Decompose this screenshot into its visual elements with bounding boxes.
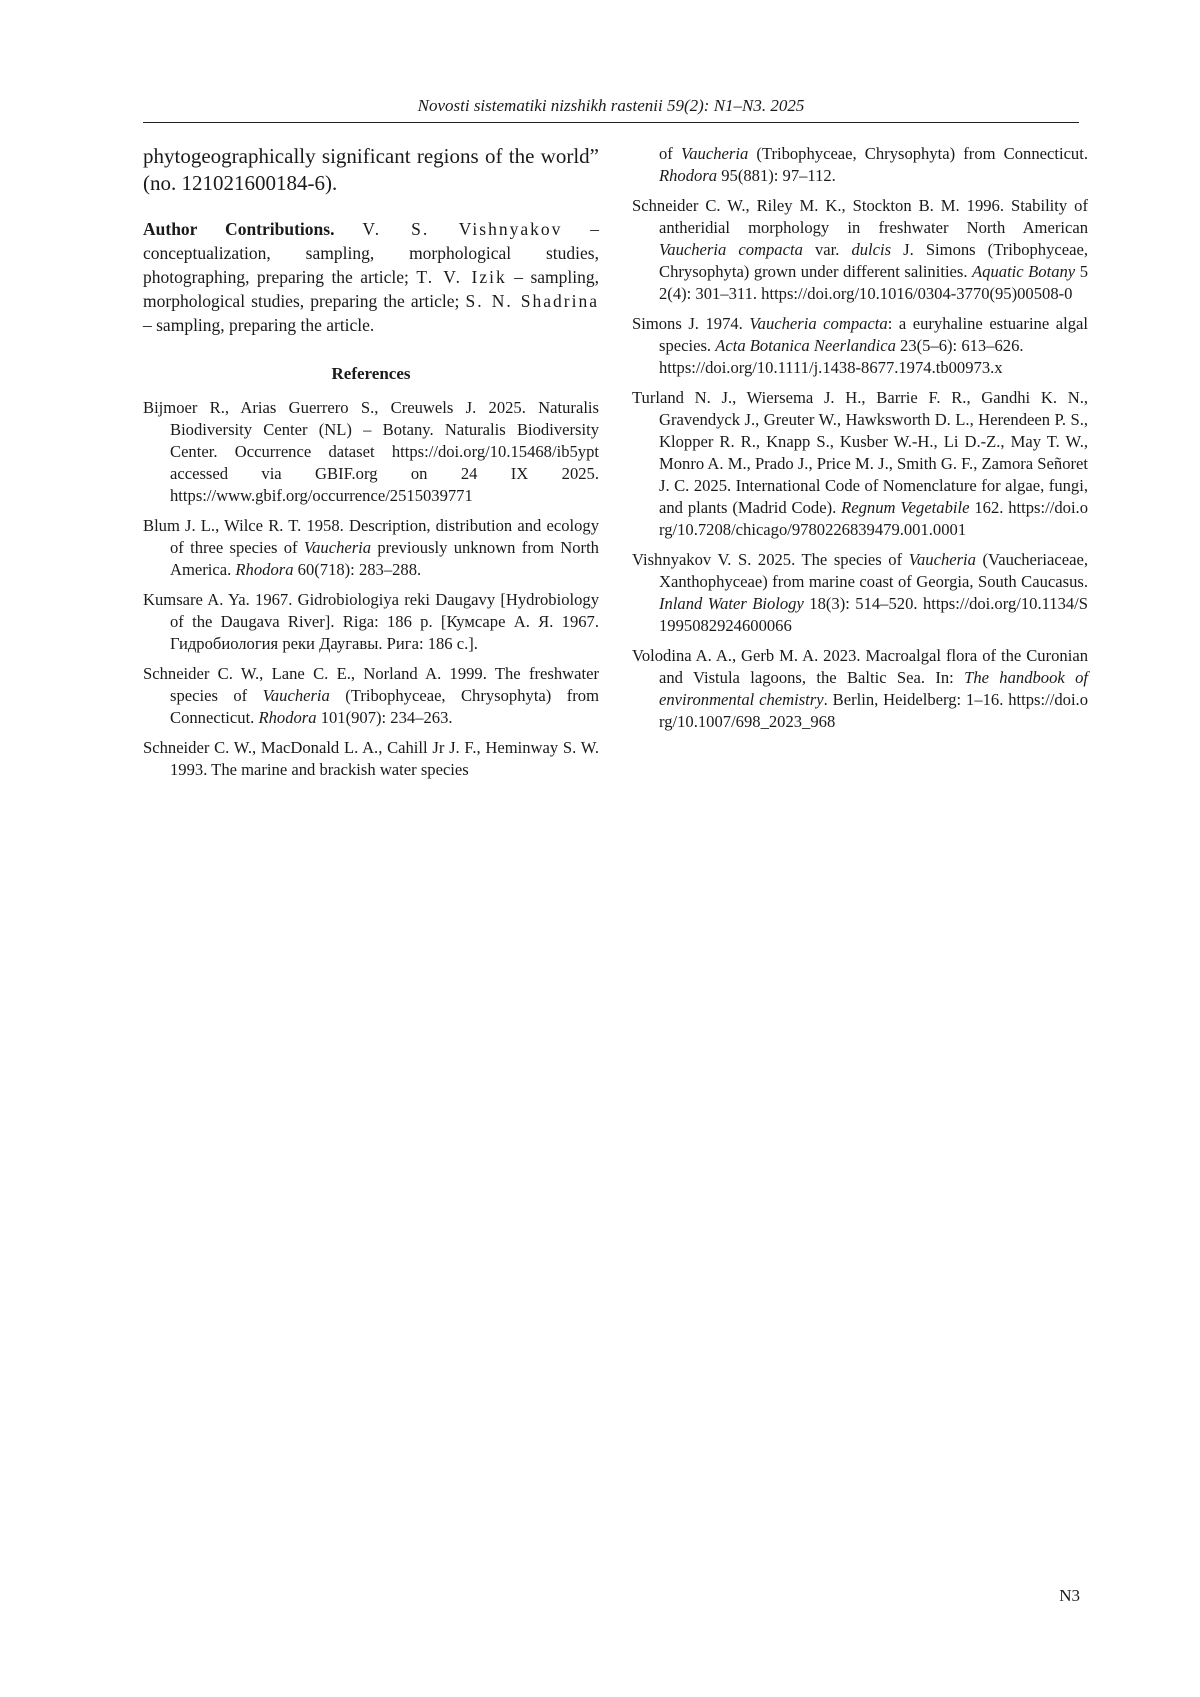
reference-doi-link[interactable]: https://doi.org/10.1111/j.1438-8677.1974.tb00973.x — [659, 358, 1003, 377]
reference-journal: Rhodora — [235, 560, 294, 579]
reference-text: : a euryhaline estuarine algal species. — [659, 314, 1088, 355]
reference-text: Schneider C. W., MacDonald L. A., Cahill Jr J. F., Heminway S. W. 1993. The marine and brackish water species — [143, 738, 599, 779]
author-role-3: – sampling, preparing the article. — [143, 315, 375, 335]
reference-text: . Berlin, Heidelberg: 1–16. https://doi.org/10.1007/698_2023_968 — [659, 690, 1088, 731]
reference-journal: Inland Water Biology — [659, 594, 804, 613]
reference-text: Vishnyakov V. S. 2025. The species of — [632, 550, 909, 569]
reference-text: (Tribophyceae, Chrysophyta) from Connecticut. — [170, 686, 599, 727]
author-name-3: S. N. Shadrina — [465, 291, 600, 311]
reference-text: 101(907): 234–263. — [316, 708, 453, 727]
author-name-2: T. V. Izik — [416, 267, 507, 287]
reference-text: Simons J. 1974. — [632, 314, 750, 333]
author-role-2: – sampling, morphological studies, preparing the article; — [143, 267, 599, 311]
reference-text: J. Simons (Tribophyceae, Chrysophyta) grown under different salinities. — [659, 240, 1088, 281]
reference-text: Schneider C. W., Lane C. E., Norland A. 1999. The freshwater species of — [143, 664, 599, 705]
reference-text: previously unknown from North America. — [170, 538, 599, 579]
reference-entry — [632, 387, 1088, 541]
author-name-1: V. S. Vishnyakov — [362, 219, 563, 239]
reference-journal: Rhodora — [258, 708, 317, 727]
reference-italic: dulcis — [851, 240, 892, 259]
reference-italic: Vaucheria — [262, 686, 330, 705]
reference-text: Bijmoer R., Arias Guerrero S., Creuwels J. 2025. Naturalis Biodiversity Center (NL) – Botany. Naturalis Biodiversity Center. Occurrence dataset https://doi.org/10.15468/ib5ypt accessed via GBIF.org on 24 IX 2025. https://www.gbif.org/occurrence/2515039771 — [143, 398, 599, 505]
reference-text: (Vaucheriaceae, Xanthophyceae) from marine coast of Georgia, South Caucasus. — [659, 550, 1088, 591]
reference-text: Schneider C. W., Riley M. K., Stockton B. M. 1996. Stability of antheridial morphology in freshwater North American — [632, 196, 1088, 237]
reference-entry — [143, 397, 599, 507]
reference-italic: Vaucheria — [908, 550, 976, 569]
reference-entry — [143, 515, 599, 581]
reference-text: 18(3): 514–520. https://doi.org/10.1134/S1995082924600066 — [659, 594, 1089, 635]
header-rule — [143, 122, 1079, 123]
reference-text: Volodina A. A., Gerb M. A. 2023. Macroalgal flora of the Curonian and Vistula lagoons, the Baltic Sea. In: — [632, 646, 1088, 687]
reference-text: 52(4): 301–311. https://doi.org/10.1016/0304-3770(95)00508-0 — [659, 262, 1088, 303]
reference-entry — [632, 645, 1088, 733]
continued-paragraph: phytogeographically significant regions of the world” (no. 121021600184-6). — [143, 144, 599, 195]
reference-entry — [632, 195, 1088, 305]
author-contributions — [143, 217, 599, 337]
running-header: Novosti sistematiki nizshikh rastenii 59(2): N1–N3. 2025 — [417, 96, 805, 115]
reference-continuation — [632, 143, 1088, 187]
reference-text: 162. https://doi.org/10.7208/chicago/9780226839479.001.0001 — [659, 498, 1088, 539]
reference-text: var. — [802, 240, 852, 259]
right-column — [632, 143, 1088, 741]
reference-journal: Aquatic Botany — [972, 262, 1076, 281]
reference-entry — [632, 549, 1088, 637]
reference-italic: Vaucheria compacta — [749, 314, 888, 333]
reference-journal: Acta Botanica Neerlandica — [715, 336, 896, 355]
reference-text: Turland N. J., Wiersema J. H., Barrie F. R., Gandhi K. N., Gravendyck J., Greuter W., Hawksworth D. L., Herendeen P. S., Klopper R. R., Knapp S., Kusber W.-H., Li D.-Z., May T. W., Monro A. M., Prado J., Price M. J., Smith G. F., Zamora Señoret J. C. 2025. International Code of Nomenclature for algae, fungi, and plants (Madrid Code). — [632, 388, 1088, 517]
reference-journal: Rhodora — [659, 166, 718, 185]
reference-text: Blum J. L., Wilce R. T. 1958. Description, distribution and ecology of three species of — [143, 516, 599, 557]
reference-text: Kumsare A. Ya. 1967. Gidrobiologiya reki Daugavy [Hydrobiology of the Daugava River]. Riga: 186 p. [Кумсаре А. Я. 1967. Гидробиология реки Даугавы. Рига: 186 с.]. — [143, 590, 599, 653]
reference-italic: Vaucheria — [680, 144, 749, 163]
reference-entry — [143, 589, 599, 655]
reference-journal: The handbook of environmental chemistry — [659, 668, 1088, 709]
reference-entry — [143, 737, 599, 781]
author-contributions-label: Author Contributions. — [143, 219, 335, 239]
reference-text: of — [659, 144, 681, 163]
reference-journal: Regnum Vegetabile — [841, 498, 970, 517]
reference-italic: Vaucheria — [303, 538, 372, 557]
reference-text: 23(5–6): 613–626. — [895, 336, 1024, 355]
page-number: N3 — [1059, 1586, 1080, 1605]
reference-entry — [632, 313, 1088, 379]
reference-text: 95(881): 97–112. — [717, 166, 836, 185]
author-role-1: – conceptualization, sampling, morphological studies, photographing, preparing the article; — [143, 219, 600, 287]
reference-text: (Tribophyceae, Chrysophyta) from Connecticut. — [748, 144, 1088, 163]
left-column — [143, 143, 599, 789]
reference-text: 60(718): 283–288. — [293, 560, 422, 579]
reference-italic: Vaucheria compacta — [659, 240, 803, 259]
references-heading: References — [331, 364, 411, 383]
reference-entry — [143, 663, 599, 729]
